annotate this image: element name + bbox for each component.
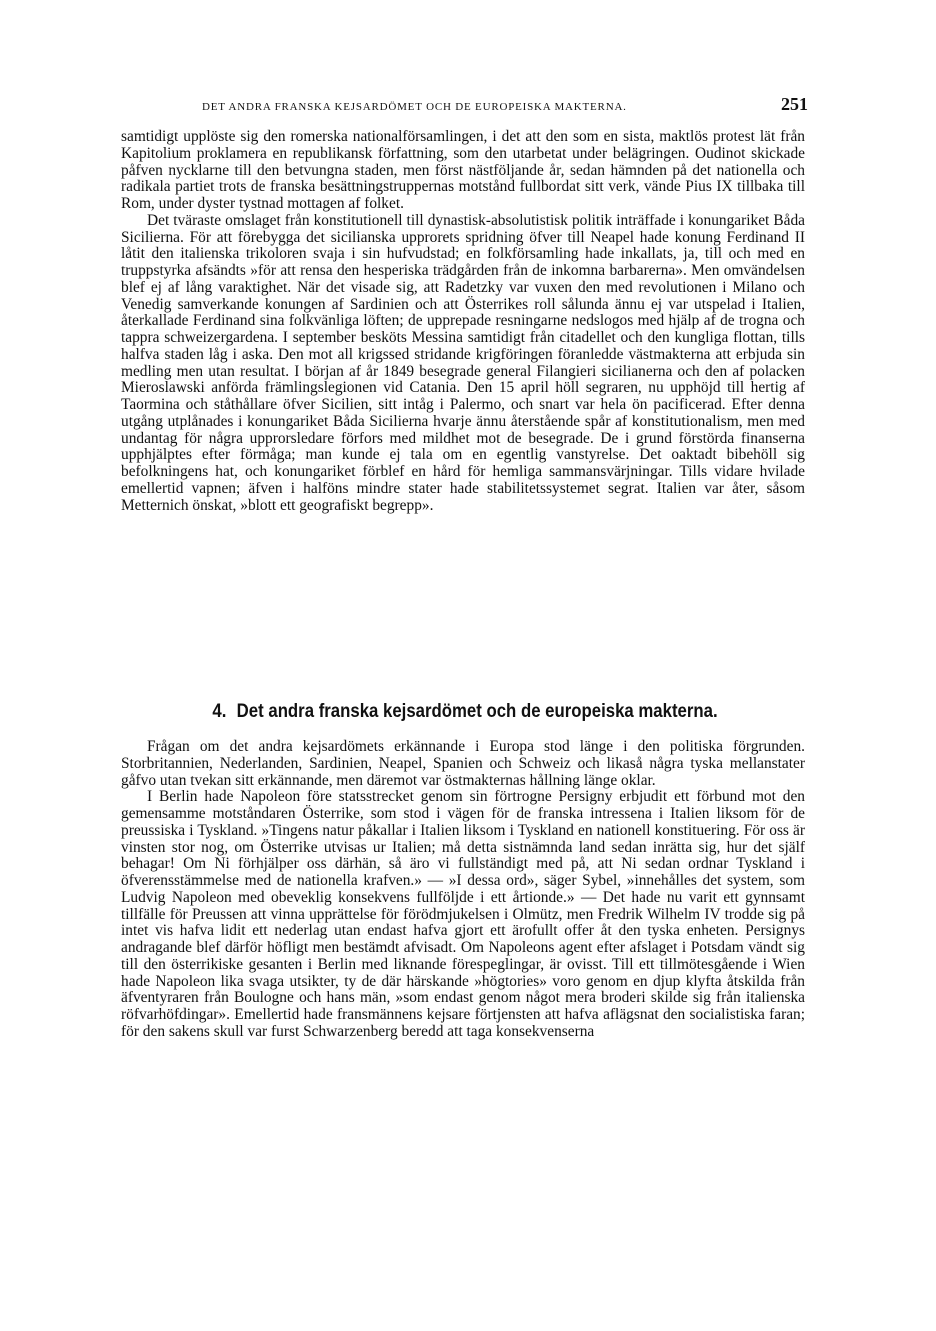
section-heading bbox=[168, 700, 761, 723]
paragraph: Det tväraste omslaget från konstitutionell till dynastisk-absolutistisk politik inträffade i konungariket Båda Sicilierna. För att förebygga det sicilianska upprorets spridning öfver till Neapel hade konung Ferdinand II låtit den italienska trikoloren svaja i sin hufvudstad; en folkförsamling hade inkallats, ja, till och med en truppstyrka afsändts »för att rensa den hesperiska trädgården från de inkomna barbarerna». Men omvändelsen blef ej af lång varaktighet. När det visade sig, att Radetzky var vuxen den med revolutionen i Milano och Venedig samverkande konungen af Sardinien och att Österrikes roll sålunda ännu ej var utspelad i Italien, återkallade Ferdinand sina folkvänliga löften; de upprepade resningarne nedslogos med hjälp af de trogna och tappra schweizergardena. I september besköts Messina samtidigt från citadellet och den kungliga flottan, tills halfva staden låg i aska. Den mot all krigssed stridande krigföringen föranledde västmakterna att erbjuda sin medling men utan resultat. I början af år 1849 besegrade general Filangieri sicilianerna och den af polacken Mieroslawski anförda främlingslegionen vid Catania. Den 15 april höll segraren, nu upphöjd till hertig af Taormina och ståthållare öfver Sicilien, sitt intåg i Palermo, och snart var hela ön pacificerad. Efter denna utgång utplånades i konungariket Båda Sicilierna hvarje ännu återstående spår af konstitutionalism, men med undantag för några upprorsledare förfors med mildhet mot de besegrade. De i grund förstörda finanserna upphjälptes efter förmåga; man kunde ej tala om en egentlig vanstyrelse. Det oaktadt bibehöll sig befolkningens hat, och konungariket förblef en hård för hemliga sammansvärjningar. Tills vidare hvilade emellertid vapnen; äfven i halföns mindre stater hade stabilitetssystemet segrat. Italien var åter, såsom Metternich önskat, »blott ett geografiskt begrepp». bbox=[121, 211, 805, 514]
paragraph: samtidigt upplöste sig den romerska nationalförsamlingen, i det att den som en sista, maktlös protest lät från Kapitolium proklamera en republikansk författning, som den utarbetat under belägringen. Oudinot skickade påfven nycklarne till den betvungna staden, men först nästföljande år, sedan hämnden på det nationella och radikala partiet trots de franska besättningstruppernas motstånd fullbordat sitt verk, vände Pius IX tillbaka till Rom, under dyster tystnad mottagen af folket. bbox=[121, 128, 805, 212]
running-title: DET ANDRA FRANSKA KEJSARDÖMET OCH DE EUROPEISKA MAKTERNA. bbox=[202, 101, 627, 113]
text-block-top bbox=[121, 129, 805, 514]
page-number: 251 bbox=[781, 94, 808, 114]
paragraph: I Berlin hade Napoleon före statsstrecket genom sin förtrogne Persigny erbjudit ett förbund mot den gemensamme motståndaren Österrike, som stod i vägen för de franska intressena i Italien liksom för de preussiska i Tyskland. »Tingens natur påkallar i Italien liksom i Tyskland en nationell konstituering. För oss är vinsten stor nog, om Österrike utvisas ur Italien; må detta sistnämnda land sedan inrätta sig, hur det själf behagar! Om Ni förhjälper oss därhän, så äro vi fullständigt med på, att Ni sedan ordnar Tyskland i öfverensstämmelse med de nationella krafven.» — »I dessa ord», säger Sybel, »innehålles det system, som Ludvig Napoleon med obeveklig konsekvens fullföljde i ett årtionde.» — Det hade nu varit ett gynnsamt tillfälle för Preussen att vinna upprättelse för förödmjukelsen i Olmütz, men Fredrik Wilhelm IV trodde sig på intet vis hafva lidit ett nederlag utan endast hafva gjort ett ärofullt offer åt den tyska enheten. Persignys andragande blef därför höfligt men bestämdt afvisadt. Om Napoleons agent efter afslaget i Potsdam vändt sig till den österrikiske gesanten i Berlin med liknande förespeglingar, är ovisst. Till ett tillmötesgående i Wien hade Napoleon lika svaga utsikter, ty de där härskande »högtories» voro genom en djup klyfta åtskilda från äfventyraren från Boulogne och hans män, »som endast genom något mera broderi skilde sig från italienska röfvarhöfdingar». Emellertid hade fransmännens kejsare förtjensten att hafva aflägsnat den socialistiska faran; för den sakens skull var furst Schwarzenberg beredd att taga konsekvenserna bbox=[121, 788, 805, 1040]
section-number: 4. bbox=[212, 700, 227, 722]
text-block-bottom bbox=[121, 739, 805, 1041]
page-header bbox=[120, 94, 808, 118]
paragraph: Frågan om det andra kejsardömets erkännande i Europa stod länge i den politiska förgrunden. Storbritannien, Nederlanden, Sardinien, Neapel, Spanien och Schweiz och likaså några tyska mellanstater gåfvo utan tvekan sitt erkännande, men däremot var östmakternas hållning länge oklar. bbox=[121, 738, 805, 789]
section-title: Det andra franska kejsardömet och de europeiska makterna. bbox=[236, 700, 718, 722]
